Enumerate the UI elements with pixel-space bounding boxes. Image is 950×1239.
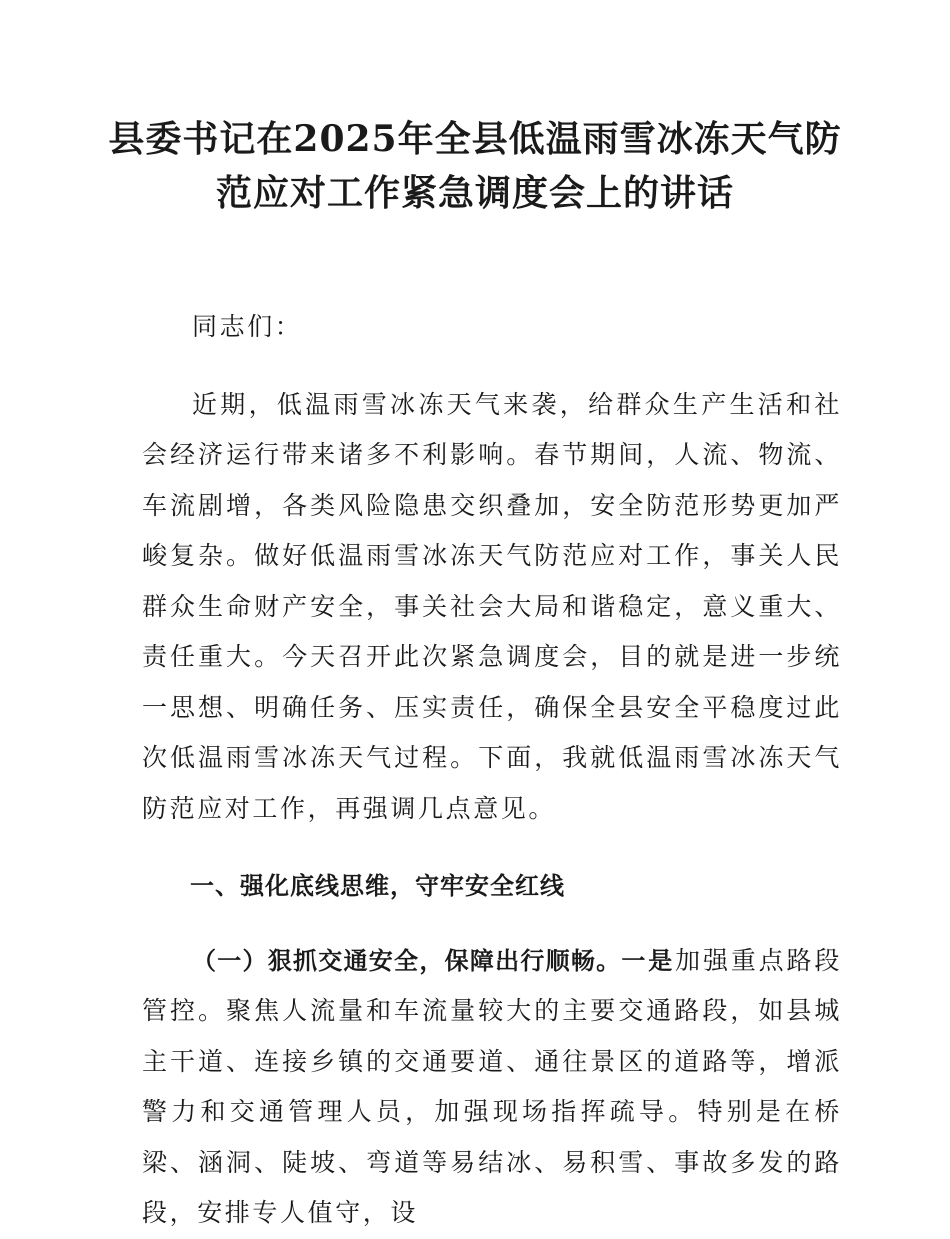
subsection-body-1: 加强重点路段管控。聚焦人流量和车流量较大的主要交通路段，如县城主干道、连接乡镇的交通要道、通往景区的道路等，增派警力和交通管理人员，加强现场指挥疏导。特别是在桥梁、涵洞、陡坡、弯道等易结冰、易积雪、事故多发的路段，安排专人值守，设 — [142, 945, 842, 1227]
subsection-lead-1: 一是 — [621, 946, 676, 975]
title-line-2: 范应对工作紧急调度会上的讲话 — [215, 172, 734, 214]
document-body — [142, 302, 842, 1239]
intro-paragraph: 近期，低温雨雪冰冻天气来袭，给群众生产生活和社会经济运行带来诸多不利影响。春节期间，人流、物流、车流剧增，各类风险隐患交织叠加，安全防范形势更加严峻复杂。做好低温雨雪冰冻天气防范应对工作，事关人民群众生命财产安全，事关社会大局和谐稳定，意义重大、责任重大。今天召开此次紧急调度会，目的就是进一步统一思想、明确任务、压实责任，确保全县安全平稳度过此次低温雨雪冰冻天气过程。下面，我就低温雨雪冰冻天气防范应对工作，再强调几点意见。 — [142, 389, 842, 823]
subsection-heading-1: （一）狠抓交通安全，保障出行顺畅。 — [192, 946, 622, 975]
greeting: 同志们： — [192, 312, 303, 341]
document-title — [100, 112, 850, 220]
subsection-paragraph-1 — [142, 936, 842, 1239]
section-heading-1: 一、强化底线思维，守牢安全红线 — [190, 872, 565, 900]
title-line-1: 县委书记在2025年全县低温雨雪冰冻天气防 — [108, 118, 842, 160]
